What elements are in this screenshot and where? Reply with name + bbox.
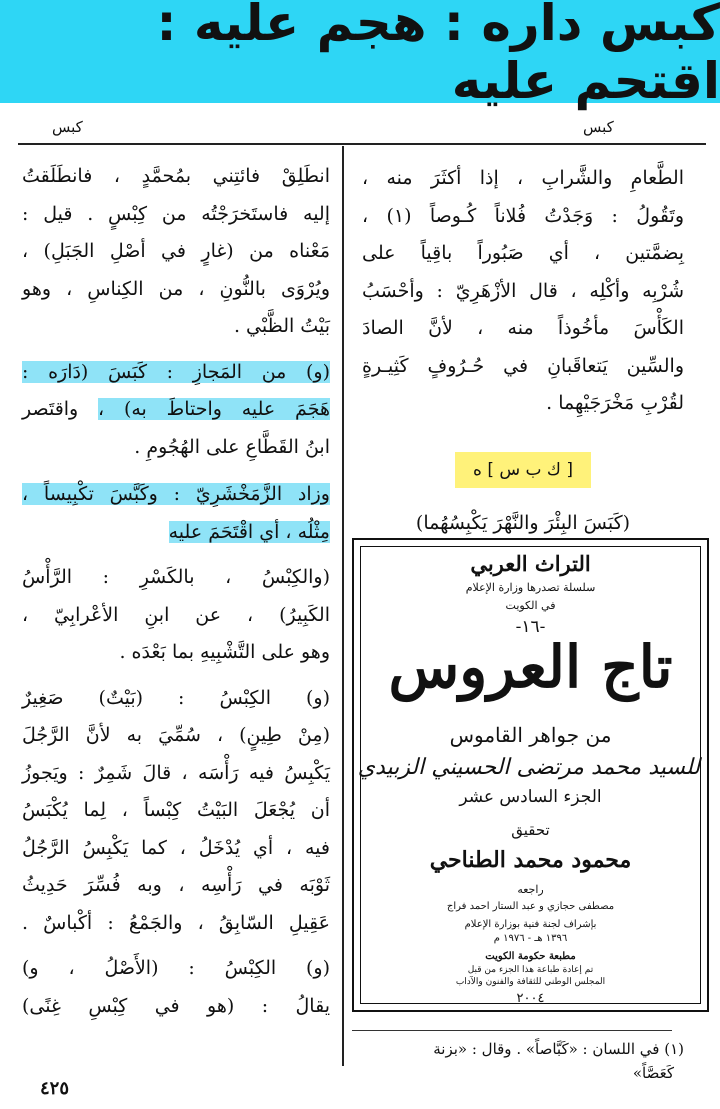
text-line: عَقِيلِ السّابِقُ ، والجَمْعُ : أكْباسٌ . [22,911,330,934]
right-column [362,160,684,423]
footnote-line-1: (١) في اللسان : «كَبَّاصاً» . وقال : «بزنة [433,1040,684,1058]
cover-editor: محمود محمد الطناحي [429,847,632,873]
text-line: ابنُ القَطَّاعِ على الهُجُومِ . [134,435,330,458]
entry-heading [362,505,684,543]
page-number: ٤٢٥ [40,1078,70,1099]
text-line: إليه فاستَخرَجْتُه من كِبْسٍ . قيل : [22,202,330,225]
text-line: بَيْتُ الظَّبْي . [233,315,330,337]
text-line: (مِنْ طِينٍ) ، سُمِّيَ به لأنَّ الرَّجُلَ [22,724,330,746]
text-line [22,514,330,552]
entry-line: (كَبَسَ البِئْرَ والنَّهْرَ يَكْبِسُهُما) [415,512,631,534]
root-label-row [362,452,684,488]
cover-series: التراث العربي [470,551,591,576]
text-line: يقالُ : (هو في كِبْسِ غِنًى) [22,994,330,1017]
cover-tahqiq: تحقيق [511,821,550,839]
column-divider [342,146,344,1066]
text-line: بِضمَّتين ، أي صَبُوراً باقِياً على [362,242,684,264]
cover-date: ١٣٩٦ هـ - ١٩٧٦ م [493,933,568,944]
highlighted-phrase: هَجَمَ عليه واحتاطَ به) ، [98,398,330,420]
text-line: (و) الكِبْسُ : (الأَصْلُ ، و) [22,957,330,979]
cover-frame [357,546,701,1006]
text-line [22,476,330,514]
cover-council: المجلس الوطني للثقافة والفنون والآداب [455,977,606,987]
cover-publisher-note: بإشراف لجنة فنية بوزارة الإعلام [464,919,597,930]
text-line: مَعْناه من (غارٍ في أصْلِ الجَبَلِ) ، [22,240,330,262]
text-line: انطَلِقْ فائتِني بمُحمَّدٍ ، فانطَلَقتُ [22,165,330,187]
running-header-left: كبس [52,118,83,136]
cover-reviewers: مصطفى حجازي و عبد الستار احمد فراج [446,901,615,912]
text-line: فيه ، أي يُدْخَلُ ، كما يَكْبِسُ الرَّجُلُ [22,836,330,859]
text-line: الكَأْسَ مأخُوذاً منه ، لأنَّ الصادَ [362,317,684,339]
cover-author: للسيد محمد مرتضى الحسيني الزبيدي [357,755,700,780]
cover-reprint-note: تم إعادة طباعة هذا الجزء من قبل [467,965,594,975]
text-line: وهو على التَّشْبِيهِ بما بَعْدَه . [119,641,330,663]
cover-year: ٢٠٠٤ [516,991,545,1006]
book-cover-image [352,538,709,1012]
text-line: الكَبِيرُ) ، عن ابنِ الأعْرابِيّ ، [22,603,330,626]
text-line: الطَّعامِ والشَّرابِ ، إذا أكثَرَ منه ، [362,167,684,189]
cover-subtitle: من جواهر القاموس [449,723,612,747]
cover-press: مطبعة حكومة الكويت [485,951,576,962]
highlighted-phrase: مِثْلُه ، أي اقْتَحَمَ عليه [168,520,330,543]
root-label: [ ك ب س ] ه [455,452,591,488]
banner-title: كبس داره : هجم عليه : اقتحم عليه [156,0,720,110]
text-line: (والكِبْسُ ، بالكَسْرِ : الرَّأْسُ [22,566,330,588]
cover-series-sub2: في الكويت [505,599,556,612]
running-header-right: كبس [583,118,614,136]
left-column [22,158,330,1025]
footnote-line-2: كَعَصَّاً» [632,1064,674,1082]
header-rule [18,143,706,145]
text-line: أن يُجْعَلَ البَيْتُ كِبْساً ، لِما يُكْبَسُ [22,799,330,821]
text-line: وتَقُولُ : وَجَدْتُ فُلاناً كُـوصاً (١) ، [362,204,684,227]
cover-part: الجزء السادس عشر [459,787,602,807]
text-line: يَكْبِسُ فيه رَأْسَه ، قالَ شَمِرٌ : ويَجوزُ [22,761,330,784]
title-banner [0,0,720,110]
highlighted-phrase: (و) من المَجازِ : كَبَسَ (دَارَه : [22,360,330,383]
text-line: والسِّين يَتعاقَبانِ في حُـرُوفٍ كَثِيـرةٍ [362,354,684,377]
cover-number: -١٦- [515,617,546,637]
highlighted-phrase: وزاد الزَّمَخْشَرِيّ : وكَبَّسَ تكْبِيساً ، [22,483,330,505]
text-line [22,391,330,429]
text-line: (و) الكِبْسُ : (بَيْتٌ) صَغِيرٌ [22,686,330,709]
text-line: ثَوْبَه في رَأْسِه ، وبه فُسِّرَ حَدِيثُ [22,874,330,896]
text-line: شُرْبِه وأكْلِه ، قال الأزْهَرِيّ : وأحْسَبُ [362,279,684,302]
text-line: ويُرْوَى بالنُّونِ ، من الكِناسِ ، وهو [22,277,330,300]
text-line: لقُرْبِ مَخْرَجَيْهِما . [546,392,684,414]
cover-title: تاج العروس [388,633,673,701]
text-fragment: واقتَصر [22,398,79,420]
footnote-rule [352,1030,672,1031]
cover-series-sub: سلسلة تصدرها وزارة الإعلام [465,581,596,594]
text-line [22,354,330,392]
cover-review: راجعه [517,883,544,896]
